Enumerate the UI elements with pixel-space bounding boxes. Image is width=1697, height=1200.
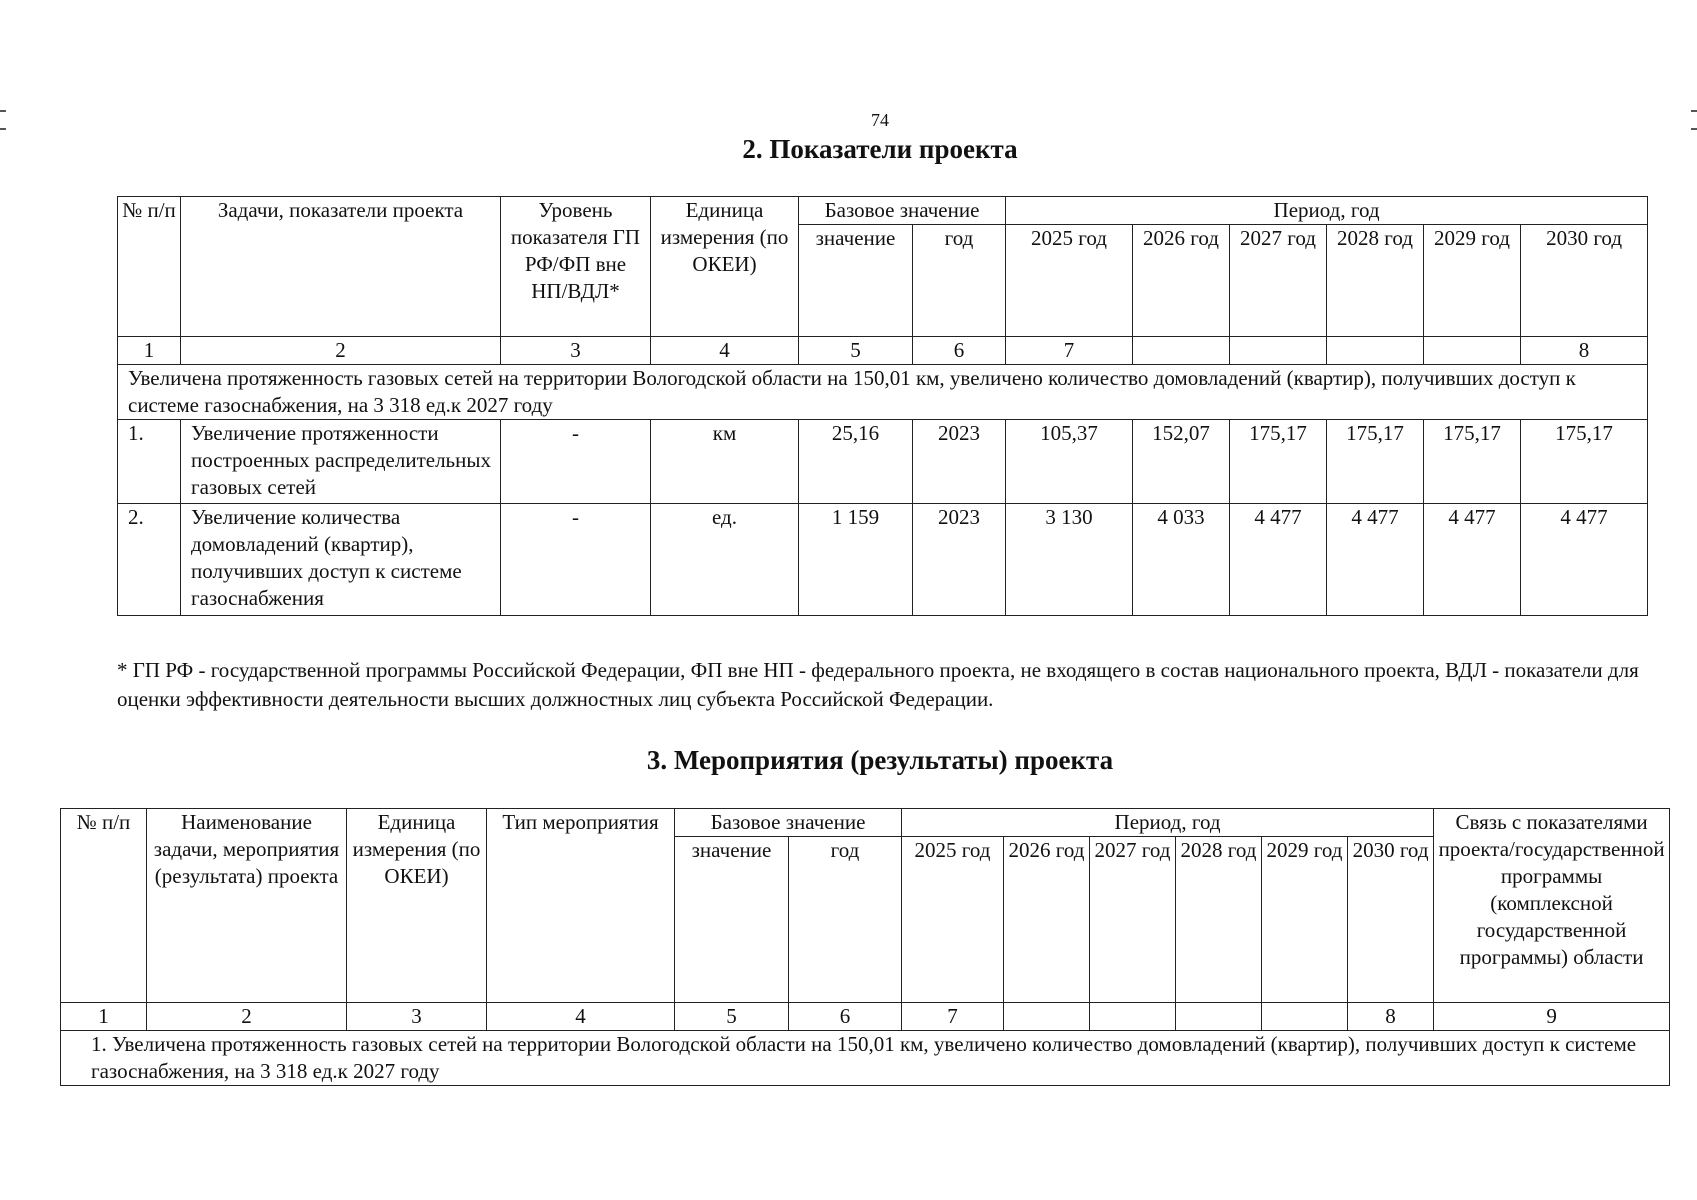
column-number-row — [61, 1003, 1670, 1031]
header-year: 2029 год — [1424, 225, 1521, 337]
row-value: 152,07 — [1133, 420, 1230, 504]
footnote: * ГП РФ - государственной программы Российской Федерации, ФП вне НП - федерального проекта, не входящего в состав национального проекта, ВДЛ - показатели для оценки эффективности деятельности высших должностных лиц субъекта Российской Федерации. — [117, 658, 1639, 711]
column-number — [1133, 337, 1230, 365]
header-year: 2028 год — [1327, 225, 1424, 337]
header-base-year: год — [789, 837, 902, 1003]
header-year: 2027 год — [1230, 225, 1327, 337]
row-base-value: 1 159 — [799, 504, 913, 616]
group-row — [61, 1031, 1670, 1086]
row-value: 4 477 — [1424, 504, 1521, 616]
column-number: 5 — [675, 1003, 789, 1031]
row-num: 2. — [118, 504, 181, 616]
column-number — [1176, 1003, 1262, 1031]
group-row — [118, 365, 1648, 420]
page-number: 74 — [871, 110, 889, 130]
header-unit: Единица измерения (по ОКЕИ) — [347, 809, 487, 1003]
activities-table — [60, 808, 1670, 1086]
header-year: 2029 год — [1262, 837, 1348, 1003]
row-value: 4 477 — [1327, 504, 1424, 616]
header-year: 2028 год — [1176, 837, 1262, 1003]
row-value: 4 477 — [1521, 504, 1648, 616]
section-title-indicators: 2. Показатели проекта — [742, 134, 1018, 164]
row-level: - — [501, 420, 651, 504]
column-number: 4 — [487, 1003, 675, 1031]
table-row — [118, 504, 1648, 616]
row-unit: км — [651, 420, 799, 504]
column-number — [1230, 337, 1327, 365]
group-title: Увеличена протяженность газовых сетей на территории Вологодской области на 150,01 км, увеличено количество домовладений (квартир), получивших доступ к системе газоснабжения, на 3 318 ед.к 2027 году — [118, 365, 1648, 420]
column-number — [1327, 337, 1424, 365]
column-number: 7 — [902, 1003, 1004, 1031]
header-year: 2027 год — [1090, 837, 1176, 1003]
header-year: 2025 год — [902, 837, 1004, 1003]
row-value: 105,37 — [1006, 420, 1133, 504]
column-number — [1004, 1003, 1090, 1031]
column-number — [1262, 1003, 1348, 1031]
row-base-year: 2023 — [913, 504, 1006, 616]
header-year: 2025 год — [1006, 225, 1133, 337]
row-value: 175,17 — [1424, 420, 1521, 504]
column-number: 1 — [61, 1003, 147, 1031]
column-number: 3 — [347, 1003, 487, 1031]
group-title: 1. Увеличена протяженность газовых сетей на территории Вологодской области на 150,01 км, увеличено количество домовладений (квартир), получивших доступ к системе газоснабжения, на 3 318 ед.к 2027 году — [61, 1031, 1670, 1086]
header-year: 2030 год — [1521, 225, 1648, 337]
header-base-value: значение — [799, 225, 913, 337]
header-period: Период, год — [902, 809, 1434, 837]
row-value: 4 477 — [1230, 504, 1327, 616]
row-name: Увеличение количества домовладений (квартир), получивших доступ к системе газоснабжения — [181, 504, 501, 616]
column-number: 2 — [147, 1003, 347, 1031]
header-base-value: значение — [675, 837, 789, 1003]
header-task: Задачи, показатели проекта — [181, 197, 501, 337]
column-number — [1424, 337, 1521, 365]
column-number: 6 — [913, 337, 1006, 365]
table-header-row — [118, 197, 1648, 225]
column-number: 5 — [799, 337, 913, 365]
header-year: 2026 год — [1004, 837, 1090, 1003]
header-year: 2030 год — [1348, 837, 1434, 1003]
header-base: Базовое значение — [675, 809, 902, 837]
header-name: Наименование задачи, мероприятия (результата) проекта — [147, 809, 347, 1003]
table-row — [118, 420, 1648, 504]
header-year: 2026 год — [1133, 225, 1230, 337]
column-number: 6 — [789, 1003, 902, 1031]
row-value: 175,17 — [1327, 420, 1424, 504]
row-unit: ед. — [651, 504, 799, 616]
row-value: 4 033 — [1133, 504, 1230, 616]
header-num: № п/п — [61, 809, 147, 1003]
row-base-value: 25,16 — [799, 420, 913, 504]
row-level: - — [501, 504, 651, 616]
section-title-activities: 3. Мероприятия (результаты) проекта — [646, 745, 1114, 775]
column-number: 8 — [1521, 337, 1648, 365]
header-unit: Единица измерения (по ОКЕИ) — [651, 197, 799, 337]
row-value: 175,17 — [1230, 420, 1327, 504]
column-number: 7 — [1006, 337, 1133, 365]
column-number: 1 — [118, 337, 181, 365]
table-header-row — [61, 809, 1670, 837]
column-number-row — [118, 337, 1648, 365]
row-value: 3 130 — [1006, 504, 1133, 616]
row-base-year: 2023 — [913, 420, 1006, 504]
column-number: 3 — [501, 337, 651, 365]
column-number — [1090, 1003, 1176, 1031]
header-period: Период, год — [1006, 197, 1648, 225]
column-number: 4 — [651, 337, 799, 365]
column-number: 8 — [1348, 1003, 1434, 1031]
row-name: Увеличение протяженности построенных распределительных газовых сетей — [181, 420, 501, 504]
header-type: Тип мероприятия — [487, 809, 675, 1003]
header-link: Связь с показателями проекта/государственной программы (комплексной государственной программы) области — [1434, 809, 1670, 1003]
header-num: № п/п — [118, 197, 181, 337]
header-level: Уровень показателя ГП РФ/ФП вне НП/ВДЛ* — [501, 197, 651, 337]
header-base: Базовое значение — [799, 197, 1006, 225]
indicators-table — [117, 196, 1648, 616]
header-base-year: год — [913, 225, 1006, 337]
row-num: 1. — [118, 420, 181, 504]
column-number: 9 — [1434, 1003, 1670, 1031]
row-value: 175,17 — [1521, 420, 1648, 504]
column-number: 2 — [181, 337, 501, 365]
